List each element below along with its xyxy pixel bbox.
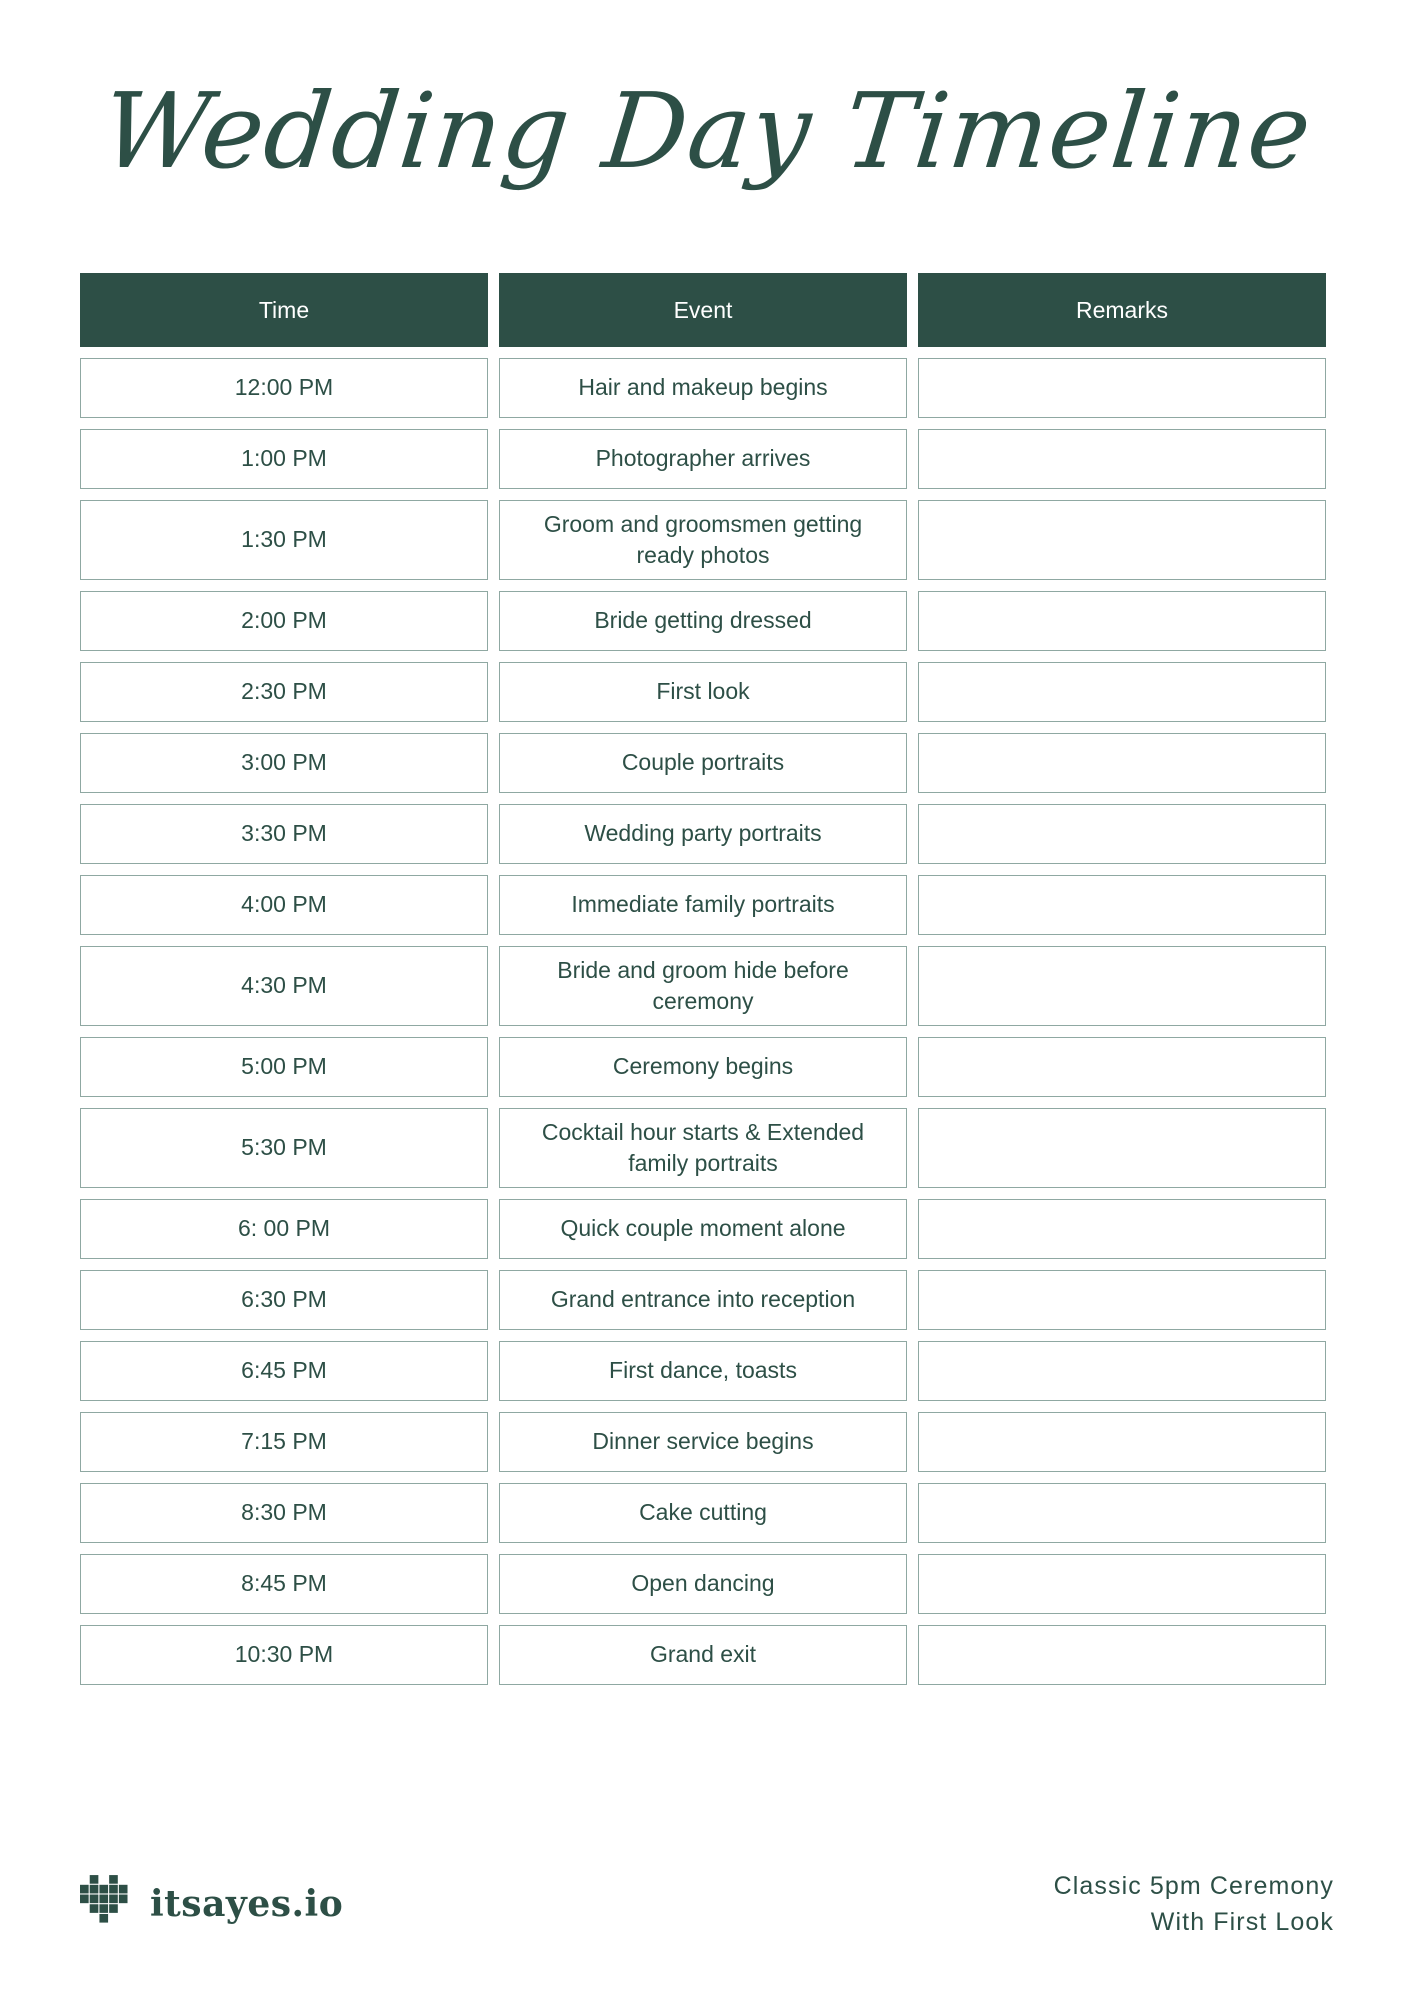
cell-event: Dinner service begins <box>499 1412 907 1472</box>
cell-remarks[interactable] <box>918 1341 1326 1401</box>
cell-time: 10:30 PM <box>80 1625 488 1685</box>
timeline-variant-line-2: With First Look <box>1150 1907 1334 1936</box>
cell-time: 4:30 PM <box>80 946 488 1026</box>
table-row <box>80 662 1326 722</box>
cell-event: Grand entrance into reception <box>499 1270 907 1330</box>
cell-remarks[interactable] <box>918 875 1326 935</box>
cell-time: 5:00 PM <box>80 1037 488 1097</box>
cell-remarks[interactable] <box>918 358 1326 418</box>
table-row <box>80 1108 1326 1188</box>
cell-time: 7:15 PM <box>80 1412 488 1472</box>
timeline-variant-line-1: Classic 5pm Ceremony <box>1053 1871 1334 1900</box>
table-row <box>80 1270 1326 1330</box>
cell-event: Photographer arrives <box>499 429 907 489</box>
pixel-heart-icon <box>80 1874 134 1933</box>
table-row <box>80 1199 1326 1259</box>
cell-event: Groom and groomsmen getting ready photos <box>499 500 907 580</box>
cell-remarks[interactable] <box>918 662 1326 722</box>
page-footer <box>80 1868 1334 1941</box>
cell-event: Cake cutting <box>499 1483 907 1543</box>
table-row <box>80 1625 1326 1685</box>
cell-time: 2:30 PM <box>80 662 488 722</box>
cell-event: First look <box>499 662 907 722</box>
table-row <box>80 1554 1326 1614</box>
table-header-row <box>80 273 1326 347</box>
cell-event: Wedding party portraits <box>499 804 907 864</box>
brand-name: itsayes.io <box>150 1882 344 1925</box>
cell-event: Bride and groom hide before ceremony <box>499 946 907 1026</box>
cell-time: 1:00 PM <box>80 429 488 489</box>
wedding-timeline-table <box>69 262 1337 1696</box>
cell-remarks[interactable] <box>918 429 1326 489</box>
table-row <box>80 591 1326 651</box>
table-row <box>80 1037 1326 1097</box>
cell-remarks[interactable] <box>918 1554 1326 1614</box>
table-row <box>80 1483 1326 1543</box>
cell-remarks[interactable] <box>918 733 1326 793</box>
table-row <box>80 429 1326 489</box>
table-row <box>80 500 1326 580</box>
cell-remarks[interactable] <box>918 1412 1326 1472</box>
table-row <box>80 733 1326 793</box>
page-title: Wedding Day Timeline <box>96 70 1318 192</box>
cell-time: 5:30 PM <box>80 1108 488 1188</box>
cell-time: 3:00 PM <box>80 733 488 793</box>
cell-remarks[interactable] <box>918 1199 1326 1259</box>
cell-event: Immediate family portraits <box>499 875 907 935</box>
cell-remarks[interactable] <box>918 591 1326 651</box>
cell-remarks[interactable] <box>918 500 1326 580</box>
cell-remarks[interactable] <box>918 1037 1326 1097</box>
cell-time: 3:30 PM <box>80 804 488 864</box>
cell-time: 2:00 PM <box>80 591 488 651</box>
cell-event: Cocktail hour starts & Extended family portraits <box>499 1108 907 1188</box>
cell-time: 1:30 PM <box>80 500 488 580</box>
cell-time: 8:45 PM <box>80 1554 488 1614</box>
column-header-event: Event <box>499 273 907 347</box>
cell-time: 4:00 PM <box>80 875 488 935</box>
cell-remarks[interactable] <box>918 1108 1326 1188</box>
cell-time: 6: 00 PM <box>80 1199 488 1259</box>
table-row <box>80 946 1326 1026</box>
brand-lockup <box>80 1874 343 1933</box>
cell-time: 6:30 PM <box>80 1270 488 1330</box>
cell-event: Bride getting dressed <box>499 591 907 651</box>
cell-time: 6:45 PM <box>80 1341 488 1401</box>
cell-remarks[interactable] <box>918 1625 1326 1685</box>
table-row <box>80 875 1326 935</box>
cell-remarks[interactable] <box>918 1483 1326 1543</box>
cell-time: 8:30 PM <box>80 1483 488 1543</box>
cell-event: Quick couple moment alone <box>499 1199 907 1259</box>
table-row <box>80 1341 1326 1401</box>
cell-event: Grand exit <box>499 1625 907 1685</box>
table-header <box>80 273 1326 347</box>
cell-event: Ceremony begins <box>499 1037 907 1097</box>
table-row <box>80 358 1326 418</box>
table-row <box>80 804 1326 864</box>
table-body <box>80 358 1326 1685</box>
cell-remarks[interactable] <box>918 1270 1326 1330</box>
page-title-container <box>80 0 1334 262</box>
table-row <box>80 1412 1326 1472</box>
cell-event: First dance, toasts <box>499 1341 907 1401</box>
cell-remarks[interactable] <box>918 804 1326 864</box>
column-header-remarks: Remarks <box>918 273 1326 347</box>
cell-remarks[interactable] <box>918 946 1326 1026</box>
cell-event: Couple portraits <box>499 733 907 793</box>
column-header-time: Time <box>80 273 488 347</box>
timeline-variant-note <box>1054 1868 1334 1941</box>
cell-time: 12:00 PM <box>80 358 488 418</box>
cell-event: Open dancing <box>499 1554 907 1614</box>
cell-event: Hair and makeup begins <box>499 358 907 418</box>
